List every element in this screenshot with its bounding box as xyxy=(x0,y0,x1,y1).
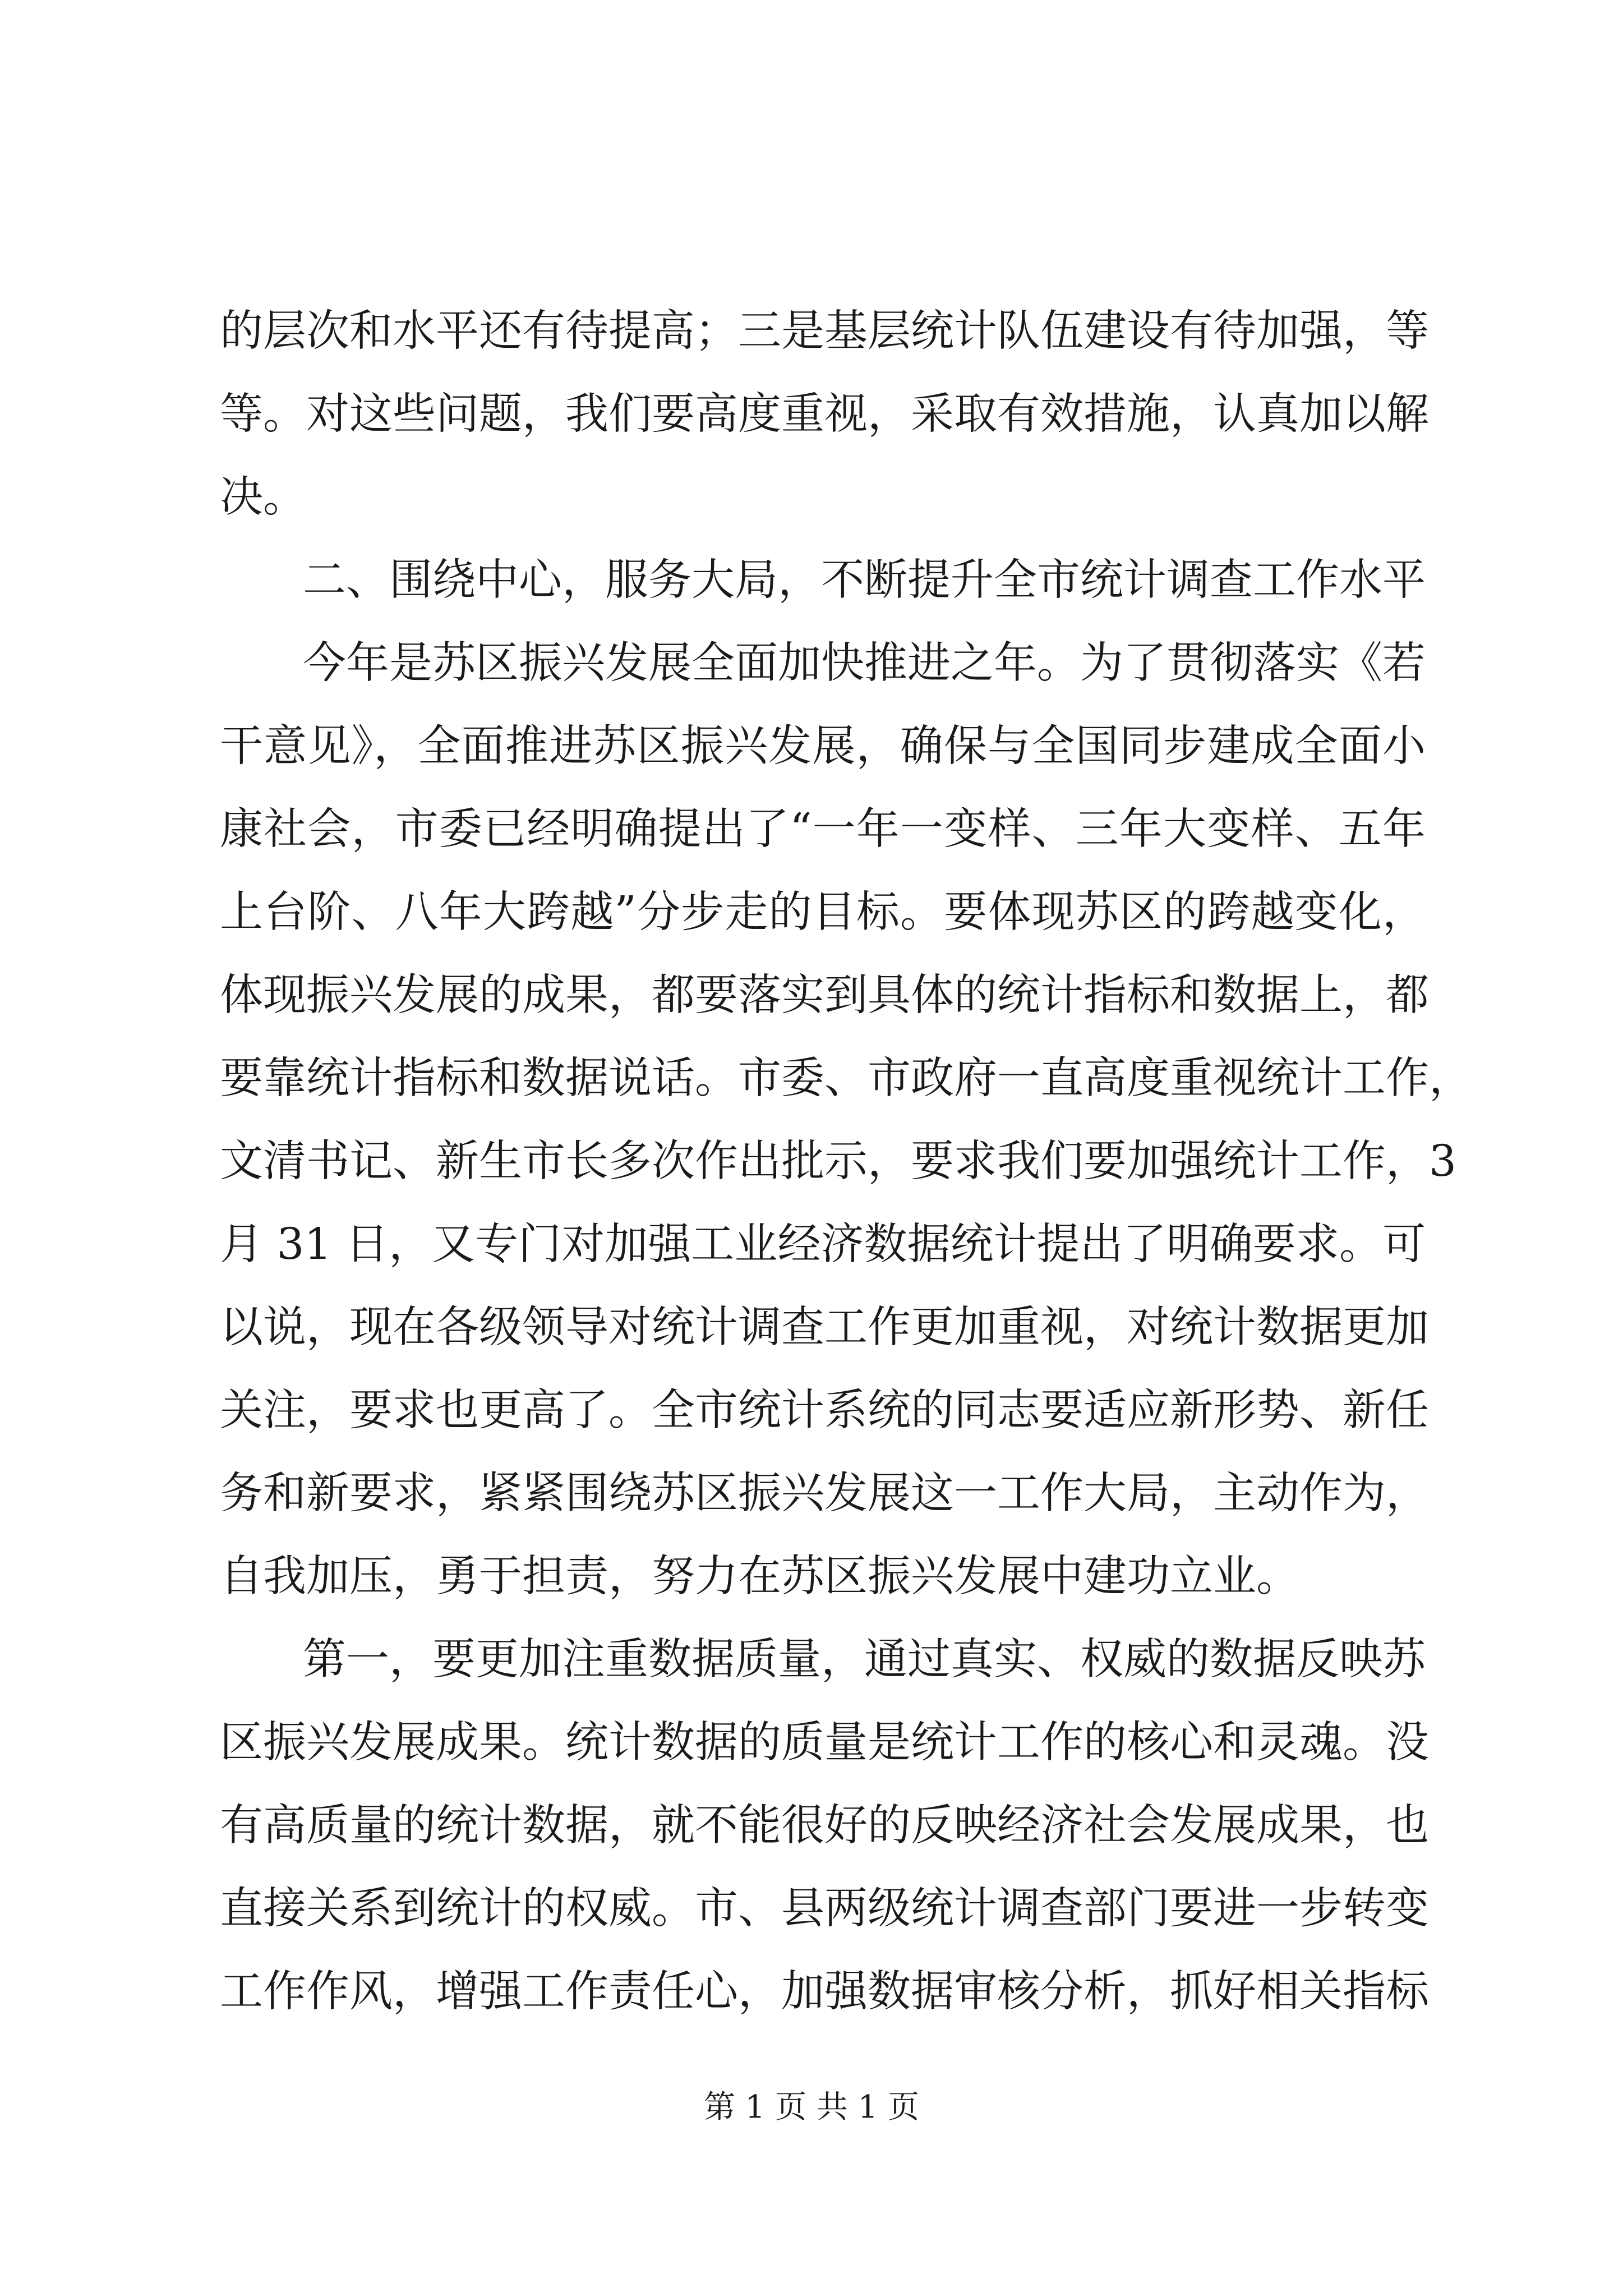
text-line-3: 决。 xyxy=(220,472,306,522)
text-line-14: 关注，要求也更高了。全市统计系统的同志要适应新形势、新任 xyxy=(220,1386,1429,1435)
text-line-20: 直接关系到统计的权威。市、县两级统计调查部门要进一步转变 xyxy=(220,1884,1429,1934)
text-line-8: 上台阶、八年大跨越”分步走的目标。要体现苏区的跨越变化， xyxy=(220,887,1426,937)
section-heading: 二、围绕中心，服务大局，不断提升全市统计调查工作水平 xyxy=(303,555,1426,605)
text-line-16: 自我加压，勇于担责，努力在苏区振兴发展中建功立业。 xyxy=(220,1552,1299,1602)
text-line-6: 干意见》，全面推进苏区振兴发展，确保与全国同步建成全面小 xyxy=(220,721,1426,771)
text-line-15: 务和新要求，紧紧围绕苏区振兴发展这一工作大局，主动作为， xyxy=(220,1469,1429,1519)
text-line-2: 等。对这些问题，我们要高度重视，采取有效措施，认真加以解 xyxy=(220,389,1429,439)
text-line-21: 工作作风，增强工作责任心，加强数据审核分析，抓好相关指标 xyxy=(220,1967,1429,2017)
text-line-19: 有高质量的统计数据，就不能很好的反映经济社会发展成果，也 xyxy=(220,1801,1429,1851)
text-line-10: 要靠统计指标和数据说话。市委、市政府一直高度重视统计工作， xyxy=(220,1053,1472,1103)
text-line-7: 康社会，市委已经明确提出了“一年一变样、三年大变样、五年 xyxy=(220,804,1426,854)
text-line-12: 月 31 日，又专门对加强工业经济数据统计提出了明确要求。可 xyxy=(220,1220,1426,1269)
text-line-13: 以说，现在各级领导对统计调查工作更加重视，对统计数据更加 xyxy=(220,1303,1429,1352)
text-line-11: 文清书记、新生市长多次作出批示，要求我们要加强统计工作，3 xyxy=(220,1137,1456,1186)
text-line-5: 今年是苏区振兴发展全面加快推进之年。为了贯彻落实《若 xyxy=(303,638,1426,688)
text-line-1: 的层次和水平还有待提高；三是基层统计队伍建设有待加强，等 xyxy=(220,306,1429,356)
page-footer: 第 1 页 共 1 页 xyxy=(703,2089,920,2125)
text-line-17: 第一，要更加注重数据质量，通过真实、权威的数据反映苏 xyxy=(303,1635,1426,1685)
text-line-18: 区振兴发展成果。统计数据的质量是统计工作的核心和灵魂。没 xyxy=(220,1718,1429,1768)
text-line-9: 体现振兴发展的成果，都要落实到具体的统计指标和数据上，都 xyxy=(220,970,1429,1020)
